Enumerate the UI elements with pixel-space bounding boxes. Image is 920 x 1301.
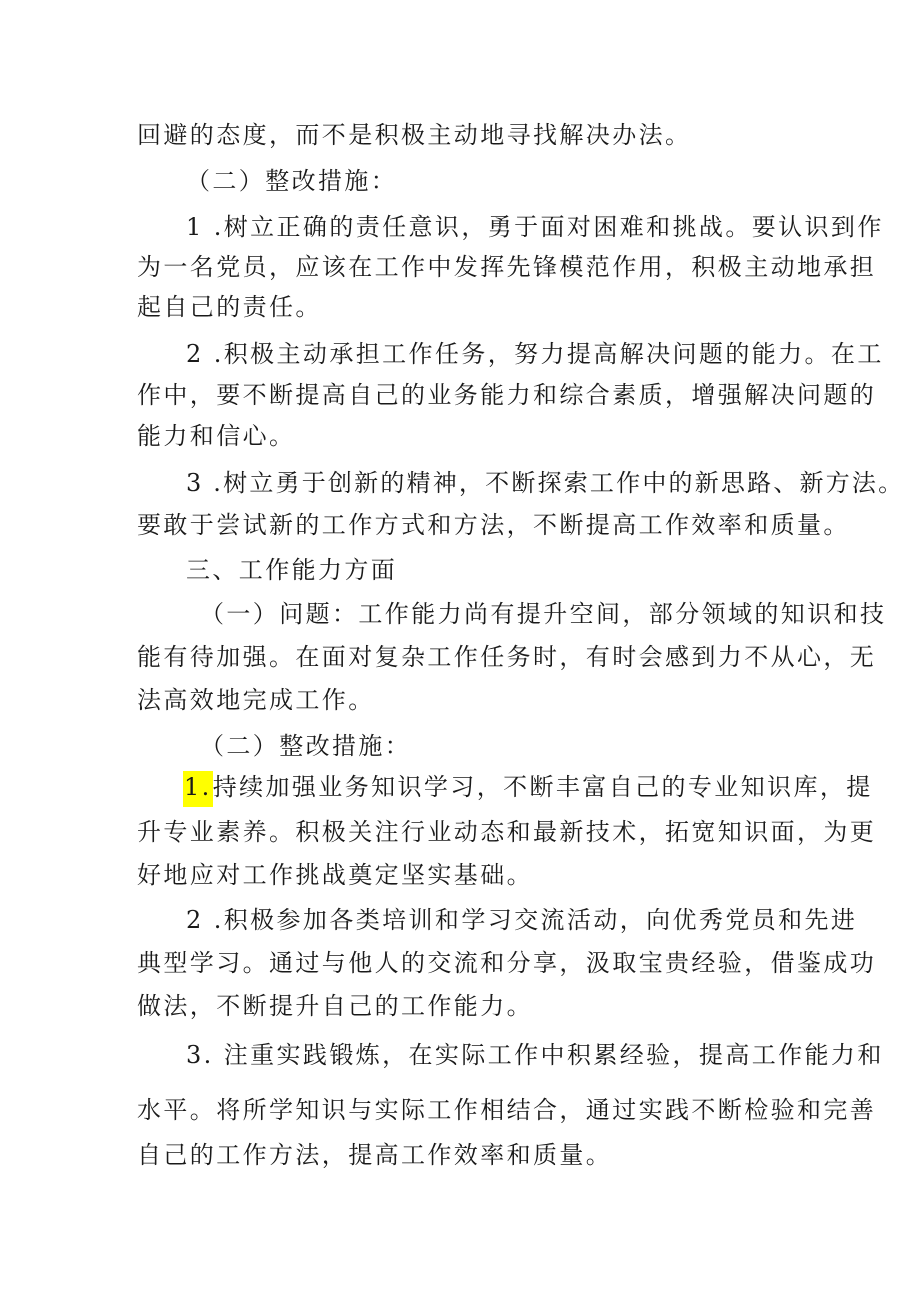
text-line: 能有待加强。在面对复杂工作任务时，有时会感到力不从心，无 bbox=[137, 643, 877, 671]
text-line bbox=[183, 770, 873, 804]
text-line: 做法，不断提升自己的工作能力。 bbox=[137, 992, 533, 1020]
text-line: 自己的工作方法，提高工作效率和质量。 bbox=[137, 1141, 613, 1169]
text-line: （一）问题：工作能力尚有提升空间，部分领域的知识和技 bbox=[200, 600, 887, 628]
text-line: 典型学习。通过与他人的交流和分享，汲取宝贵经验，借鉴成功 bbox=[137, 949, 877, 977]
text-line: （二）整改措施： bbox=[200, 732, 412, 760]
text-line: 2 .积极主动承担工作任务，努力提高解决问题的能力。在工 bbox=[186, 340, 884, 368]
text-line: 要敢于尝试新的工作方式和方法，不断提高工作效率和质量。 bbox=[137, 511, 850, 539]
text-line: 水平。将所学知识与实际工作相结合，通过实践不断检验和完善 bbox=[137, 1096, 877, 1124]
text-line: 回避的态度，而不是积极主动地寻找解决办法。 bbox=[137, 121, 692, 149]
text-line: （二）整改措施： bbox=[186, 167, 398, 195]
text-line: 法高效地完成工作。 bbox=[137, 686, 375, 714]
text-line: 3 .树立勇于创新的精神，不断探索工作中的新思路、新方法。 bbox=[186, 469, 905, 497]
highlighted-number: 1. bbox=[183, 771, 213, 807]
text-line: 三、工作能力方面 bbox=[186, 556, 398, 584]
text-line: 能力和信心。 bbox=[137, 422, 296, 450]
text-line: 好地应对工作挑战奠定坚实基础。 bbox=[137, 861, 533, 889]
text-line: 作中，要不断提高自己的业务能力和综合素质，增强解决问题的 bbox=[137, 381, 877, 409]
text-segment: 持续加强业务知识学习，不断丰富自己的专业知识库，提 bbox=[212, 773, 873, 801]
text-line: 3. 注重实践锻炼，在实际工作中积累经验，提高工作能力和 bbox=[186, 1041, 884, 1069]
text-line: 为一名党员，应该在工作中发挥先锋模范作用，积极主动地承担 bbox=[137, 253, 877, 281]
text-line: 2 .积极参加各类培训和学习交流活动，向优秀党员和先进 bbox=[186, 906, 858, 934]
text-line: 升专业素养。积极关注行业动态和最新技术，拓宽知识面，为更 bbox=[137, 818, 877, 846]
text-line: 起自己的责任。 bbox=[137, 293, 322, 321]
text-line: 1 .树立正确的责任意识，勇于面对困难和挑战。要认识到作 bbox=[186, 213, 884, 241]
